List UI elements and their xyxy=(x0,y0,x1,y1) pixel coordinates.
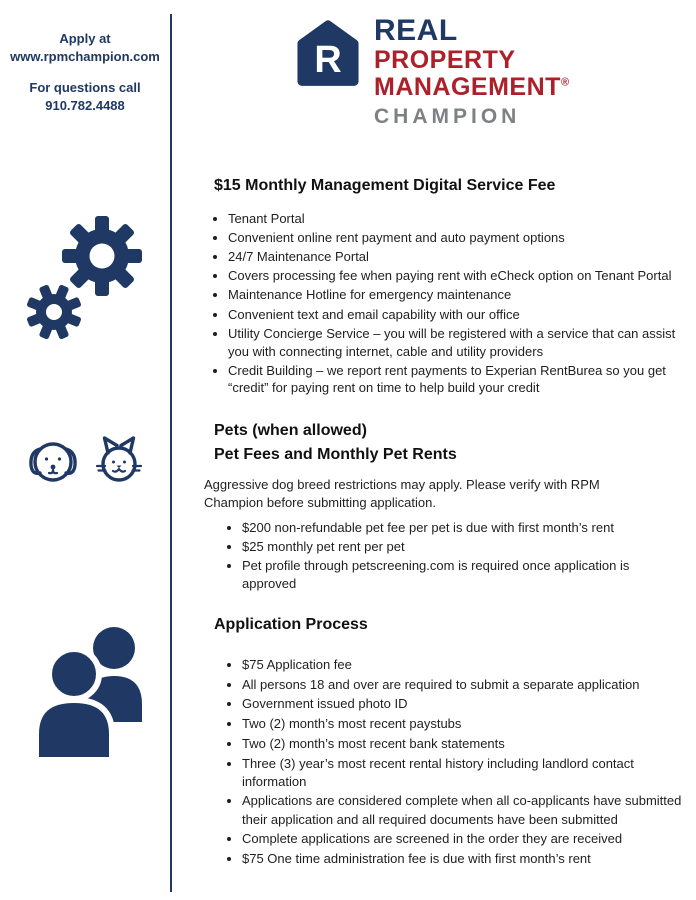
application-title: Application Process xyxy=(214,616,368,634)
bullet-item: • 24/7 Maintenance Portal xyxy=(228,248,682,266)
pets-intro-text: Aggressive dog breed restrictions may apply. Please verify with RPM Champion before submitting application. xyxy=(204,476,600,511)
phone-number: 910.782.4488 xyxy=(45,97,125,113)
pets-list xyxy=(204,519,682,594)
bullet-item: • Complete applications are screened in the order they are received xyxy=(242,830,682,848)
bullet-item: • Tenant Portal xyxy=(228,210,682,228)
logo-word-management xyxy=(374,74,570,100)
bullet-item: • $75 One time administration fee is due with first month’s rent xyxy=(242,850,682,868)
logo-word-real: REAL xyxy=(374,14,458,47)
service-fee-title: $15 Monthly Management Digital Service Fee xyxy=(214,177,556,194)
logo-letter-r: R xyxy=(314,39,342,81)
main-content xyxy=(204,176,682,870)
vertical-divider xyxy=(170,14,172,892)
bullet-item: • $75 Application fee xyxy=(242,656,682,674)
pets-section xyxy=(204,421,682,593)
logo-word-management-text: MANAGEMENT xyxy=(374,73,561,101)
bullet-item: • All persons 18 and over are required to submit a separate application xyxy=(242,676,682,694)
apply-at-label: Apply at xyxy=(59,31,111,46)
bullet-item: • Utility Concierge Service – you will be registered with a service that can assist you with connecting internet, cable and utility providers xyxy=(228,325,682,360)
bullet-item: • Pet profile through petscreening.com is required once application is approved xyxy=(242,557,682,593)
application-section xyxy=(204,615,682,868)
rpm-logo xyxy=(296,16,570,127)
bullet-item: • Credit Building – we report rent payments to Experian RentBurea so you get “credit” for paying rent on time to help build your credit xyxy=(228,362,682,397)
bullet-item: • Covers processing fee when paying rent with eCheck option on Tenant Portal xyxy=(228,267,682,285)
application-list xyxy=(204,656,682,868)
people-group-icon xyxy=(30,618,160,768)
website-url: www.rpmchampion.com xyxy=(10,48,160,64)
bullet-item: • $200 non-refundable pet fee per pet is due with first month’s rent xyxy=(242,519,682,537)
cat-icon xyxy=(97,438,141,480)
contact-block xyxy=(0,30,170,114)
service-fee-section xyxy=(204,176,682,397)
apply-group xyxy=(0,30,170,65)
bullet-item: • Applications are considered complete when all co-applicants have submitted their application and all required documents have been submitted xyxy=(242,792,682,828)
logo-word-property: PROPERTY xyxy=(374,46,516,74)
logo-word-champion: CHAMPION xyxy=(374,105,521,128)
house-r-logo-icon xyxy=(296,16,360,96)
bullet-item: • $25 monthly pet rent per pet xyxy=(242,538,682,556)
pets-icons xyxy=(20,426,152,497)
bullet-item: • Two (2) month’s most recent bank statements xyxy=(242,735,682,753)
gears-icon xyxy=(26,210,144,349)
registered-trademark: ® xyxy=(560,76,570,89)
bullet-item: • Convenient online rent payment and auto payment options xyxy=(228,229,682,247)
dog-icon xyxy=(31,444,75,480)
bullet-item: • Three (3) year’s most recent rental history including landlord contact information xyxy=(242,755,682,791)
pets-title-line1: Pets (when allowed) xyxy=(214,422,367,440)
bullet-item: • Maintenance Hotline for emergency maintenance xyxy=(228,286,682,304)
bullet-item: • Two (2) month’s most recent paystubs xyxy=(242,715,682,733)
service-fee-list xyxy=(204,210,682,397)
bullet-item: • Government issued photo ID xyxy=(242,695,682,713)
pets-title-line2: Pet Fees and Monthly Pet Rents xyxy=(214,445,457,463)
questions-group xyxy=(0,79,170,114)
questions-label: For questions call xyxy=(29,80,141,96)
bullet-item: • Convenient text and email capability with our office xyxy=(228,306,682,324)
logo-wordmark xyxy=(374,16,570,127)
